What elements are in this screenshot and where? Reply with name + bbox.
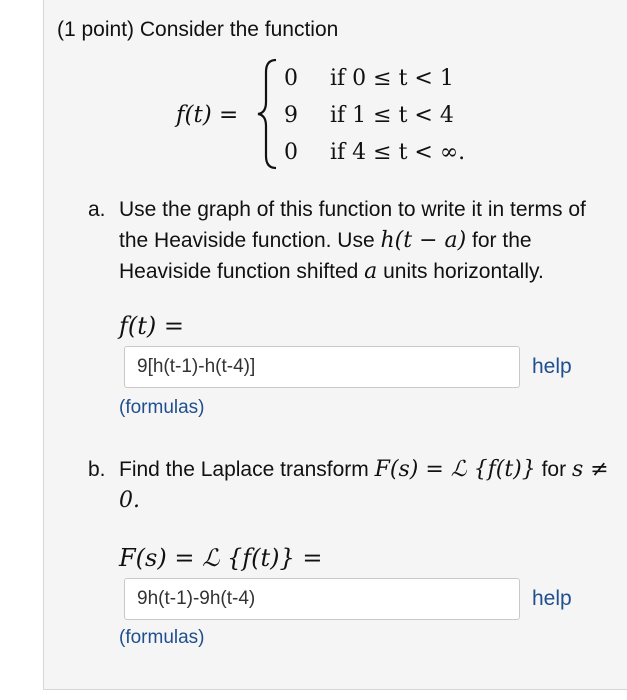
- piece-value-3: 0: [284, 140, 298, 165]
- part-b-formulas-link[interactable]: (formulas): [119, 627, 205, 648]
- part-a-text-1: Use the graph of this function to write it in terms of the Heaviside function. Use: [119, 198, 586, 252]
- part-b-math-1: F(s) = ℒ {f(t)}: [374, 457, 536, 482]
- piece-value-1: 0: [284, 66, 298, 91]
- part-b-answer-field[interactable]: 9h(t-1)-9h(t-4): [124, 578, 520, 620]
- part-a-help-link[interactable]: help: [532, 355, 572, 378]
- part-b-instructions: [88, 454, 609, 516]
- part-a-marker: a.: [88, 198, 106, 221]
- piecewise-lhs: f(t) =: [176, 102, 239, 128]
- part-b-help-link[interactable]: help: [532, 587, 572, 610]
- part-b-text-2: for: [535, 458, 572, 481]
- piece-condition-3: if 4 ≤ t < ∞.: [330, 140, 466, 165]
- part-a-answer-label: f(t) =: [119, 312, 184, 340]
- part-b-math-2: s ≠ 0.: [119, 457, 609, 513]
- left-brace: [256, 58, 282, 170]
- part-a-text-2: for the Heaviside function shifted: [119, 229, 532, 283]
- part-a-instructions: [88, 194, 599, 287]
- part-a-math-2: a: [364, 259, 378, 284]
- part-a-text-3: units horizontally.: [377, 260, 544, 283]
- part-a-math-1: h(t − a): [380, 228, 467, 253]
- part-b-text-1: Find the Laplace transform: [119, 458, 375, 481]
- piece-value-2: 9: [284, 103, 298, 128]
- part-b-answer-label: F(s) = ℒ {f(t)} =: [119, 544, 323, 572]
- piece-condition-1: if 0 ≤ t < 1: [330, 66, 454, 91]
- part-b-marker: b.: [88, 458, 106, 481]
- problem-intro: (1 point) Consider the function: [57, 18, 339, 41]
- part-a-answer-field[interactable]: 9[h(t-1)-h(t-4)]: [124, 346, 520, 388]
- part-a-formulas-link[interactable]: (formulas): [119, 397, 205, 418]
- piece-condition-2: if 1 ≤ t < 4: [330, 103, 454, 128]
